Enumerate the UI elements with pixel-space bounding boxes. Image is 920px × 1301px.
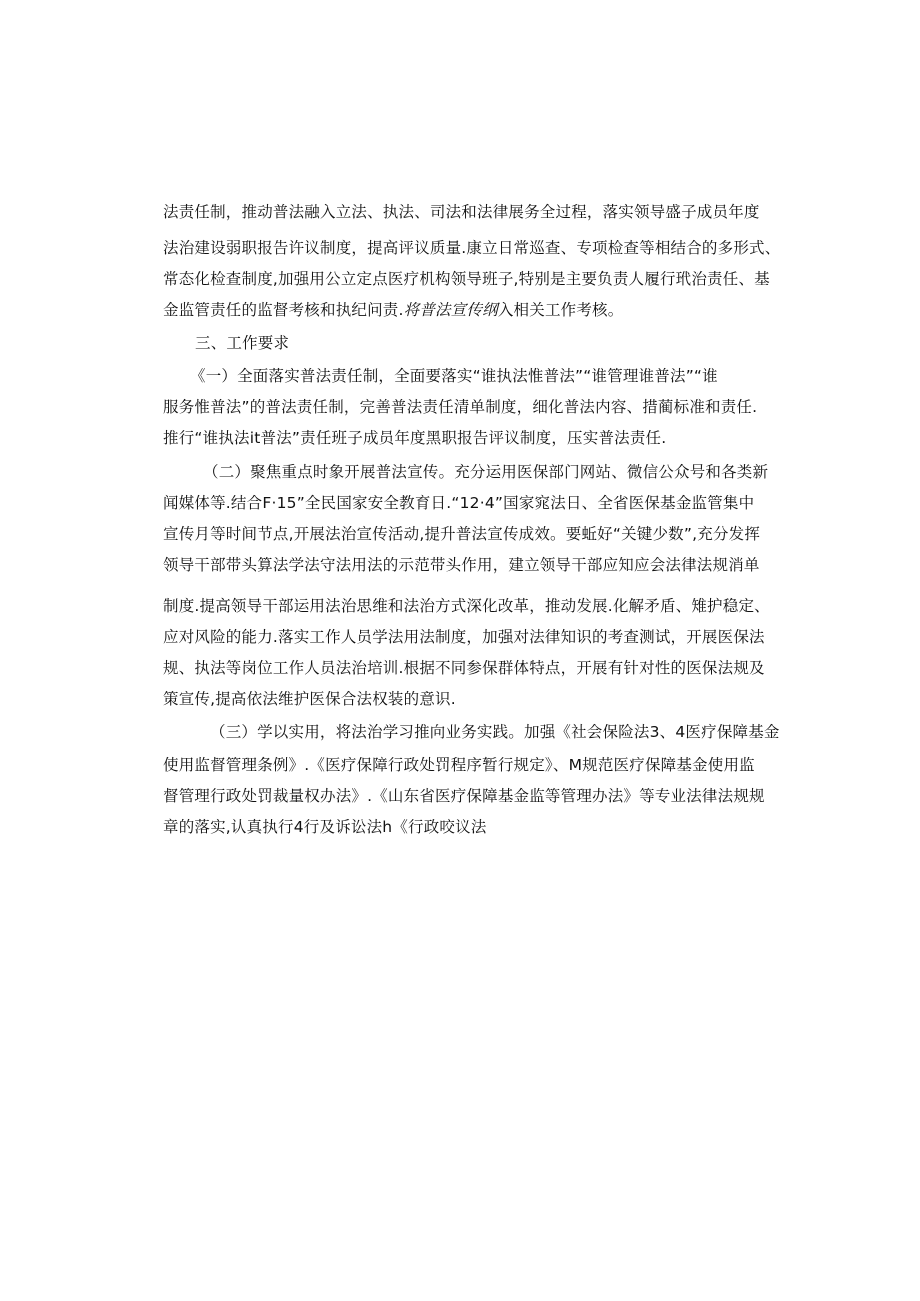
paragraph-line: 闻媒体等.结合F·15”全民国家安全教育日.“12·4”国家窕法日、全省医保基金监管集中 [163,494,755,512]
paragraph-line: 规、执法等岗位工作人员法治培训.根据不同参保群体特点，开展有针对性的医保法规及 [163,659,765,677]
paragraph-line: 章的落实,认真执行4行及诉讼法h《行政咬议法 [163,818,487,836]
paragraph-line: 常态化检查制度,加强用公立定点医疗机构领导班子,特别是主要负责人履行玳治责任、基 [163,270,770,288]
paragraph-line [163,300,623,320]
paragraph-line: 督管理行政处罚裁量权办法》.《山东省医疗保障基金监等管理办法》等专业法律法规规 [163,787,765,805]
paragraph-line: 应对风险的能力.落实工作人员学法用法制度，加强对法律知识的考查测试，开展医保法 [163,628,765,646]
paragraph-line: （三）学以实用，将法治学习推向业务实践。加强《社会保险法3、4医疗保障基金 [210,723,780,741]
paragraph-line: 领导干部带头算法学法守法用法的示范带头作用，建立领导干部应知应会法律法规消单 [163,556,760,574]
paragraph-line: 宣传月等时间节点,开展法治宣传活动,提升普法宣传成效。要蚯好“关键少数”,充分发挥 [163,525,761,543]
paragraph-line: 策宣传,提高依法维护医保合法权装的意识. [163,690,456,708]
paragraph-line: 使用监督管理条例》.《医疗保障行政处罚程序暂行规定》、M规范医疗保障基金使用监 [163,756,755,774]
section-heading: 三、工作要求 [195,334,290,352]
paragraph-line: 法治建设弱职报告许议制度，提高评议质量.康立日常巡查、专项检查等相结合的多形式、 [163,239,781,257]
paragraph-line: 法责任制，推动普法融入立法、执法、司法和法律展务全过程，落实领导盛子成员年度 [163,203,760,221]
paragraph-line: 推行“谁执法it普法”责任班子成员年度黑职报告评议制度，压实普法责任. [163,429,667,447]
paragraph-line: 服务惟普法”的普法责任制，完善普法责任清单制度，细化普法内容、措蔺标准和责任. [163,398,758,416]
line-segment: 入相关工作考核。 [497,301,624,319]
paragraph-line: （二）聚焦重点时象开展普法宣传。充分运用医保部门网站、微信公众号和各类新 [203,463,769,481]
paragraph-line: 《一）全面落实普法责任制，全面要落实“谁执法惟普法”“谁管理谁普法”“谁 [190,367,718,385]
italic-segment: 将普法宣传纲 [403,301,498,319]
line-segment: 金监管责任的监督考核和执纪问责. [163,301,404,319]
paragraph-line: 制度.提高领导干部运用法治思维和法治方式深化改革，推动发展.化解矛盾、雉护稳定、 [163,597,770,615]
